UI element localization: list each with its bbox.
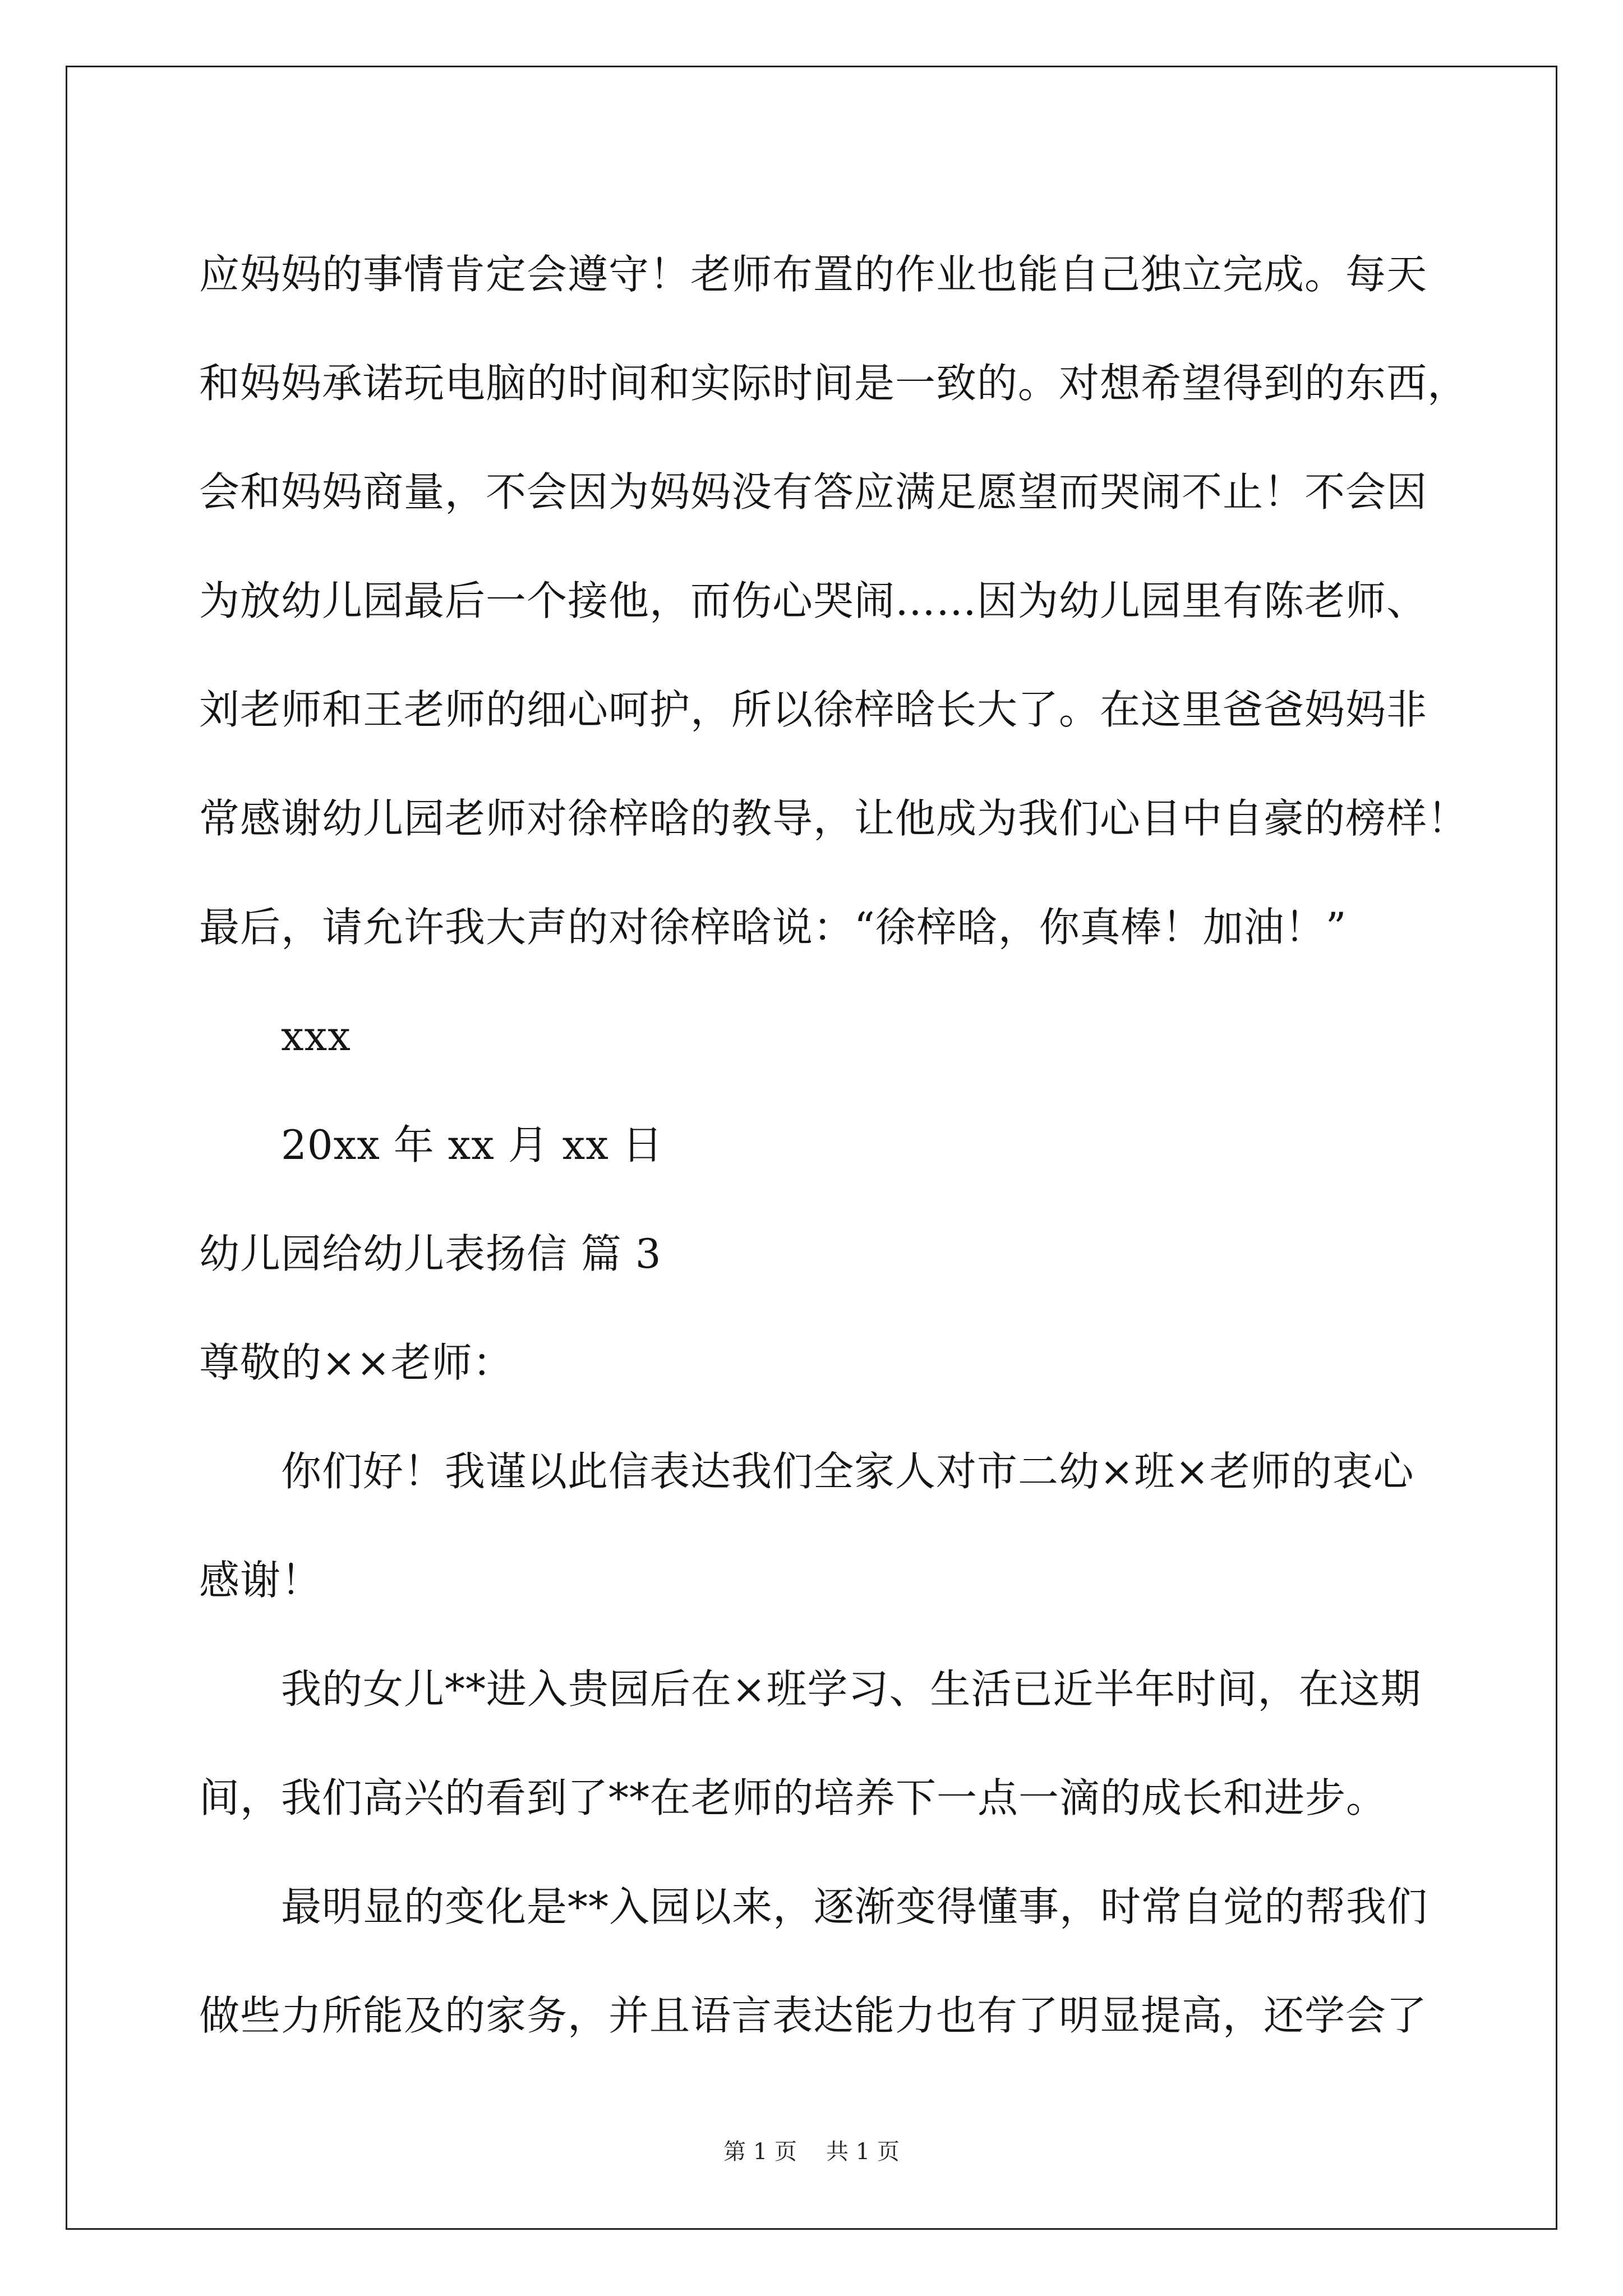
paragraph-line: 为放幼儿园最后一个接他，而伤心哭闹……因为幼儿园里有陈老师、 [199,577,1428,624]
document-body [199,220,1469,2070]
section-heading: 幼儿园给幼儿表扬信 篇 3 [199,1230,662,1277]
paragraph-line: 刘老师和王老师的细心呵护，所以徐梓晗长大了。在这里爸爸妈妈非 [199,686,1428,733]
paragraph-line: 会和妈妈商量，不会因为妈妈没有答应满足愿望而哭闹不止！不会因 [199,468,1428,516]
paragraph-line: 你们好！我谨以此信表达我们全家人对市二幼×班×老师的衷心 [281,1448,1414,1495]
paragraph-line: 和妈妈承诺玩电脑的时间和实际时间是一致的。对想希望得到的东西， [199,360,1469,407]
date-line: 20xx 年 xx 月 xx 日 [281,1121,663,1168]
page-total: 共 1 页 [826,2139,900,2165]
signature-line: xxx [281,1013,351,1060]
paragraph-line: 最后，请允许我大声的对徐梓晗说：“徐梓晗，你真棒！加油！” [199,904,1347,951]
paragraph-line: 我的女儿**进入贵园后在×班学习、生活已近半年时间，在这期 [281,1665,1422,1713]
paragraph-line: 应妈妈的事情肯定会遵守！老师布置的作业也能自己独立完成。每天 [199,251,1428,298]
paragraph-line: 常感谢幼儿园老师对徐梓晗的教导，让他成为我们心目中自豪的榜样！ [199,795,1469,842]
page-footer [0,2136,1623,2168]
paragraph-line: 间，我们高兴的看到了**在老师的培养下一点一滴的成长和进步。 [199,1774,1387,1821]
paragraph-line: 做些力所能及的家务，并且语言表达能力也有了明显提高，还学会了 [199,1992,1428,2039]
paragraph-line: 感谢！ [199,1557,322,1604]
salutation: 尊敬的××老师： [199,1339,514,1386]
paragraph-line: 最明显的变化是**入园以来，逐渐变得懂事，时常自觉的帮我们 [281,1883,1428,1930]
page-number: 第 1 页 [723,2139,797,2165]
